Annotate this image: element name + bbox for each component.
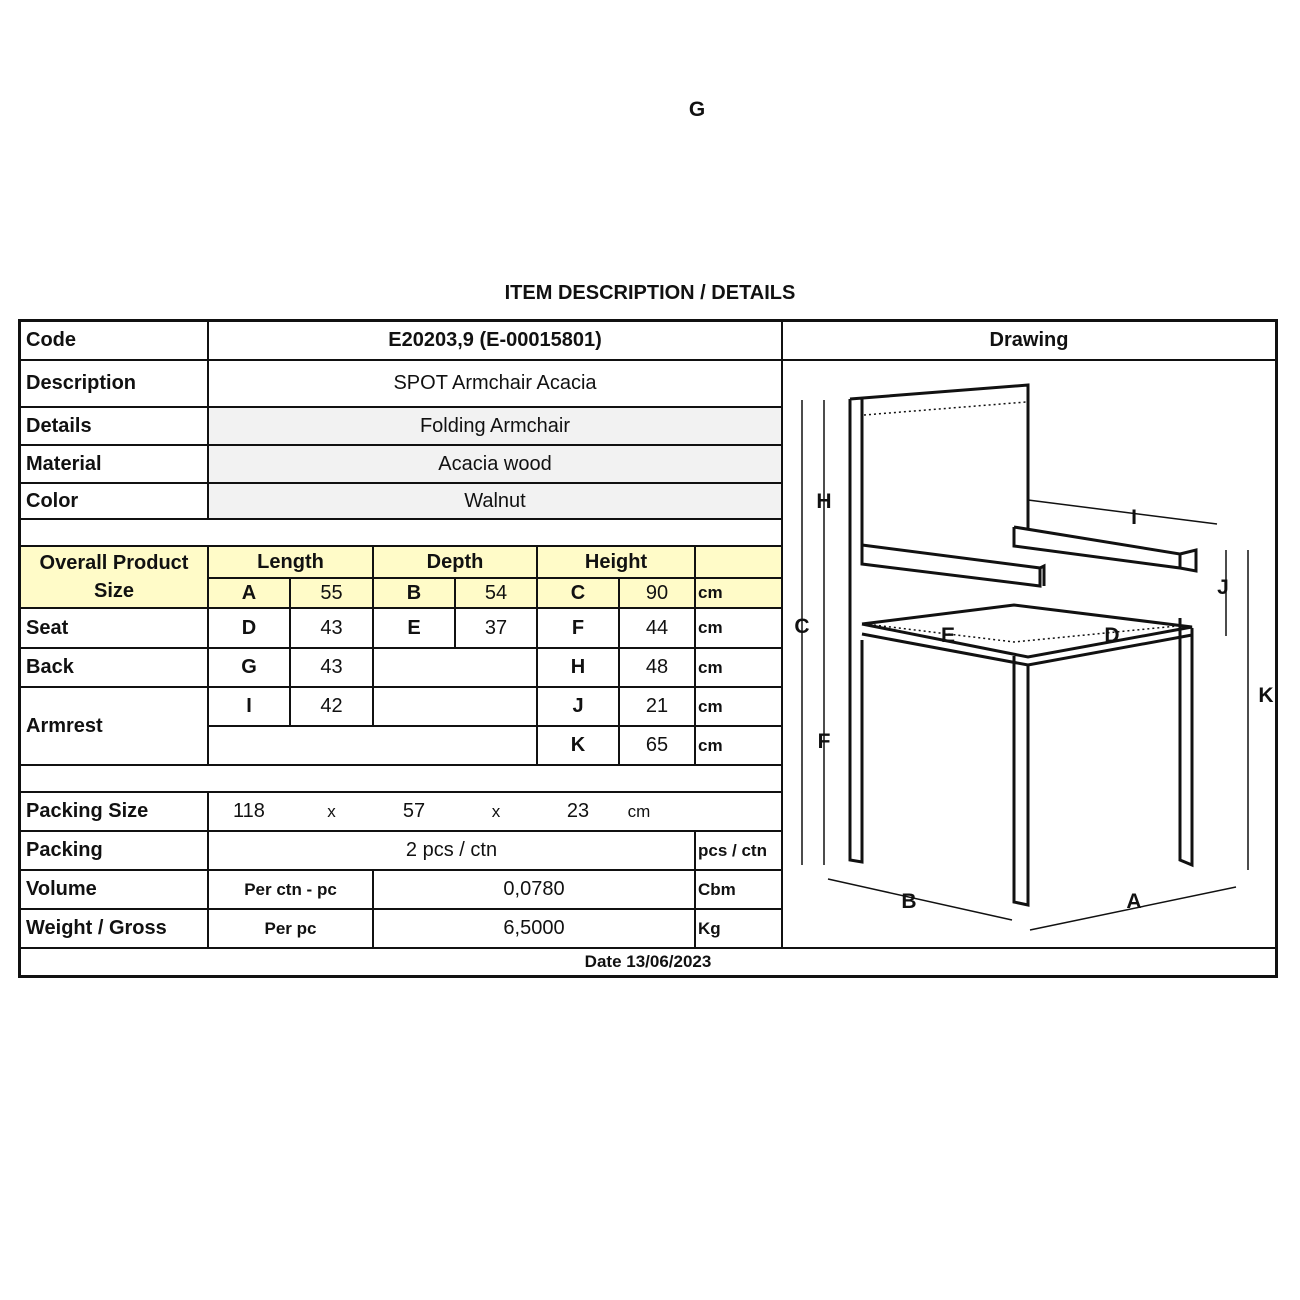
code-value: E20203,9 (E-00015801) xyxy=(388,329,602,351)
label-f: F xyxy=(817,730,831,753)
dim-k-letter: K xyxy=(570,734,586,756)
volume-label: Volume xyxy=(26,878,97,900)
seat-unit: cm xyxy=(698,618,723,637)
dim-d-letter: D xyxy=(241,616,257,639)
height-header: Height xyxy=(584,550,648,573)
dim-j-value: 21 xyxy=(645,695,669,717)
description-value: SPOT Armchair Acacia xyxy=(393,372,597,394)
dim-e-letter: E xyxy=(407,616,421,639)
label-g: G xyxy=(688,98,706,121)
armrest-unit-j: cm xyxy=(698,696,723,716)
packing-x-1: x xyxy=(327,801,336,821)
packing-x-2: x xyxy=(491,801,501,821)
dim-a-value: 55 xyxy=(320,581,343,604)
length-header: Length xyxy=(257,550,324,573)
dim-a-letter: A xyxy=(241,581,257,604)
dim-f-letter: F xyxy=(571,616,585,639)
weight-basis: Per pc xyxy=(264,918,317,938)
dim-h-value: 48 xyxy=(645,656,669,678)
color-value: Walnut xyxy=(464,489,526,512)
code-label: Code xyxy=(26,329,76,351)
packing-unit: pcs / ctn xyxy=(698,840,767,860)
dim-b-value: 54 xyxy=(484,581,508,604)
armrest-unit-k: cm xyxy=(698,735,723,755)
label-k: K xyxy=(1258,684,1274,707)
weight-unit: Kg xyxy=(698,918,721,938)
dim-c-letter: C xyxy=(570,581,586,604)
weight-label: Weight / Gross xyxy=(26,917,167,939)
date-footer: Date 13/06/2023 xyxy=(584,952,712,971)
dim-g-letter: G xyxy=(241,656,257,678)
label-b: B xyxy=(901,890,917,913)
back-right-leg xyxy=(1180,628,1192,865)
packing-size-unit: cm xyxy=(627,801,651,821)
dim-e-value: 37 xyxy=(484,616,508,639)
back-label: Back xyxy=(26,656,74,678)
packing-size-label: Packing Size xyxy=(26,800,149,822)
details-value: Folding Armchair xyxy=(419,414,571,437)
label-e: E xyxy=(940,624,956,647)
label-a: A xyxy=(1126,890,1142,913)
drawing-label: Drawing xyxy=(989,329,1069,351)
material-value: Acacia wood xyxy=(438,452,552,475)
packing-width: 57 xyxy=(402,800,426,822)
volume-basis: Per ctn - pc xyxy=(244,879,337,899)
weight-value: 6,5000 xyxy=(503,917,565,939)
dim-k-value: 65 xyxy=(645,734,669,756)
dim-i-value: 42 xyxy=(320,695,343,717)
dim-b-letter: B xyxy=(406,581,422,604)
description-label: Description xyxy=(26,372,137,394)
dim-i-letter: I xyxy=(246,695,252,717)
dim-f-value: 44 xyxy=(645,616,669,639)
label-i: I xyxy=(1131,506,1137,529)
right-armrest xyxy=(1014,505,1196,571)
dim-d-value: 43 xyxy=(320,616,343,639)
back-unit: cm xyxy=(698,657,723,677)
dim-j-letter: J xyxy=(572,695,584,717)
label-j: J xyxy=(1217,576,1229,599)
front-center-leg xyxy=(1014,656,1028,905)
details-label: Details xyxy=(26,414,92,437)
volume-value: 0,0780 xyxy=(503,878,565,900)
overall-size-header: Overall Product Size xyxy=(39,552,189,602)
seat-label: Seat xyxy=(26,616,69,639)
packing-height: 23 xyxy=(566,800,590,822)
seat-frame xyxy=(862,605,1192,665)
dim-c-value: 90 xyxy=(645,581,669,604)
volume-unit: Cbm xyxy=(698,879,736,899)
color-label: Color xyxy=(26,489,79,512)
packing-value: 2 pcs / ctn xyxy=(405,839,498,861)
page-title: ITEM DESCRIPTION / DETAILS xyxy=(504,282,796,304)
label-h: H xyxy=(816,490,832,513)
dim-g-value: 43 xyxy=(320,656,343,678)
packing-label: Packing xyxy=(26,839,103,861)
material-label: Material xyxy=(26,452,102,475)
depth-header: Depth xyxy=(426,550,484,573)
packing-length: 118 xyxy=(233,800,265,822)
front-armrest xyxy=(862,545,1044,586)
armrest-label: Armrest xyxy=(26,714,103,737)
front-left-leg xyxy=(850,545,862,862)
label-d: D xyxy=(1104,624,1120,647)
dim-h-letter: H xyxy=(570,656,586,678)
overall-unit: cm xyxy=(698,583,723,602)
label-c: C xyxy=(794,615,810,638)
